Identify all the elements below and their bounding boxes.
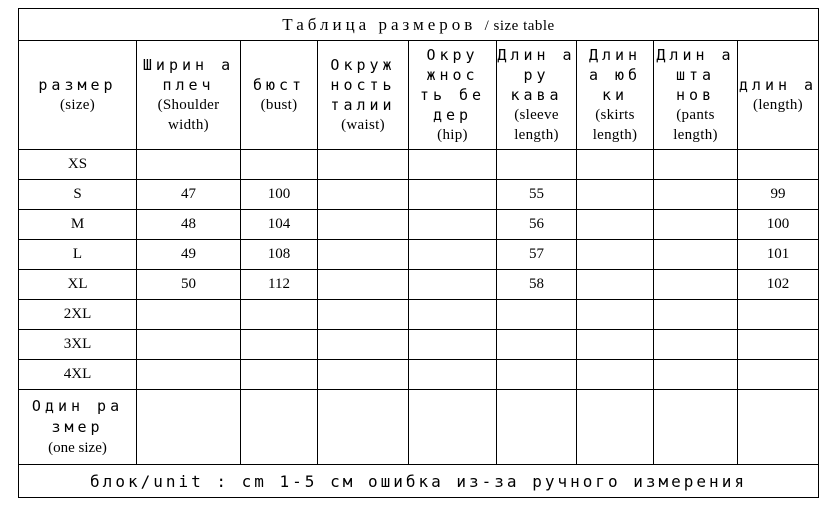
table-cell	[738, 330, 819, 360]
table-cell	[577, 240, 654, 270]
table-cell	[577, 390, 654, 465]
size-label: M	[19, 210, 137, 240]
footer-note: блок/unit : cm 1-5 см ошибка из-за ручного измерения	[19, 465, 819, 498]
table-cell: 100	[241, 180, 318, 210]
one-size-label-ru: Один ра змер	[31, 396, 124, 436]
table-cell: 47	[137, 180, 241, 210]
table-cell	[409, 330, 497, 360]
table-cell: 101	[738, 240, 819, 270]
table-cell	[497, 330, 577, 360]
table-cell: 50	[137, 270, 241, 300]
column-header-en: (waist)	[341, 117, 385, 133]
table-cell	[654, 390, 738, 465]
table-cell	[137, 150, 241, 180]
table-cell	[318, 300, 409, 330]
table-cell	[654, 360, 738, 390]
table-cell	[497, 300, 577, 330]
size-table	[18, 8, 819, 498]
column-header-ru: Ширин а плеч	[142, 56, 235, 94]
size-label: L	[19, 240, 137, 270]
table-cell	[497, 150, 577, 180]
table-cell	[738, 390, 819, 465]
table-cell: 112	[241, 270, 318, 300]
table-cell	[654, 270, 738, 300]
table-row	[19, 300, 819, 330]
table-cell	[738, 150, 819, 180]
column-header-ru: Окру жнос ть бе дер	[419, 46, 486, 124]
table-row	[19, 330, 819, 360]
column-header-en: (skirts length)	[592, 107, 638, 143]
table-cell	[577, 150, 654, 180]
table-cell	[318, 360, 409, 390]
table-cell	[738, 360, 819, 390]
table-cell	[577, 300, 654, 330]
table-cell	[241, 300, 318, 330]
table-title-ru: Таблица размеров	[282, 14, 477, 34]
column-header-6	[577, 41, 654, 150]
table-cell: 49	[137, 240, 241, 270]
column-header-en: (size)	[59, 97, 96, 113]
table-cell: 57	[497, 240, 577, 270]
size-label: 3XL	[19, 330, 137, 360]
table-cell	[577, 330, 654, 360]
column-header-ru: длин а	[738, 76, 818, 94]
table-cell	[241, 390, 318, 465]
one-size-label	[19, 390, 137, 465]
table-cell	[318, 270, 409, 300]
table-cell	[409, 180, 497, 210]
table-cell	[654, 330, 738, 360]
table-cell	[318, 180, 409, 210]
column-header-en: (bust)	[260, 97, 298, 113]
size-label: S	[19, 180, 137, 210]
column-header-en: (pants length)	[673, 107, 718, 143]
size-label: 4XL	[19, 360, 137, 390]
table-cell	[738, 300, 819, 330]
table-cell	[577, 180, 654, 210]
table-cell	[654, 150, 738, 180]
table-cell	[577, 360, 654, 390]
table-cell	[497, 390, 577, 465]
table-cell	[241, 360, 318, 390]
column-header-ru: Длин а юб ки	[588, 46, 642, 104]
table-title-en: / size table	[484, 17, 555, 34]
table-cell	[409, 210, 497, 240]
table-cell	[137, 300, 241, 330]
table-cell	[409, 360, 497, 390]
column-header-ru: бюст	[252, 76, 306, 94]
table-row	[19, 270, 819, 300]
column-header-en: (hip)	[437, 127, 468, 143]
table-cell	[409, 240, 497, 270]
table-cell	[241, 150, 318, 180]
one-size-label-en: (one size)	[48, 439, 107, 456]
table-cell: 102	[738, 270, 819, 300]
size-label: XS	[19, 150, 137, 180]
table-cell	[318, 330, 409, 360]
table-row-one-size	[19, 390, 819, 465]
column-header-5	[497, 41, 577, 150]
table-cell	[137, 360, 241, 390]
table-cell	[654, 240, 738, 270]
table-row	[19, 150, 819, 180]
column-header-en: (length)	[753, 97, 803, 113]
table-cell: 48	[137, 210, 241, 240]
table-cell: 104	[241, 210, 318, 240]
table-cell	[409, 300, 497, 330]
column-header-0	[19, 41, 137, 150]
table-cell	[409, 150, 497, 180]
table-cell: 56	[497, 210, 577, 240]
column-header-1	[137, 41, 241, 150]
table-cell	[241, 330, 318, 360]
table-cell	[318, 390, 409, 465]
table-cell	[654, 300, 738, 330]
column-header-en: (sleeve length)	[514, 107, 559, 143]
column-header-2	[241, 41, 318, 150]
table-cell	[137, 390, 241, 465]
table-cell: 58	[497, 270, 577, 300]
column-header-en: (Shoulder width)	[157, 97, 220, 133]
table-cell: 99	[738, 180, 819, 210]
table-cell	[497, 360, 577, 390]
table-cell	[318, 240, 409, 270]
column-header-3	[318, 41, 409, 150]
table-cell	[318, 210, 409, 240]
table-cell	[654, 210, 738, 240]
table-cell	[577, 270, 654, 300]
table-title	[19, 9, 819, 41]
size-label: 2XL	[19, 300, 137, 330]
table-cell	[577, 210, 654, 240]
header-row	[19, 41, 819, 150]
table-cell: 55	[497, 180, 577, 210]
table-cell	[318, 150, 409, 180]
table-cell	[654, 180, 738, 210]
column-header-ru: Длин а шта нов	[656, 46, 735, 104]
table-cell: 108	[241, 240, 318, 270]
table-cell	[409, 270, 497, 300]
table-cell	[137, 330, 241, 360]
size-label: XL	[19, 270, 137, 300]
table-row	[19, 360, 819, 390]
table-row	[19, 180, 819, 210]
column-header-ru: размер	[38, 76, 117, 94]
table-cell: 100	[738, 210, 819, 240]
table-row	[19, 240, 819, 270]
column-header-7	[654, 41, 738, 150]
column-header-8	[738, 41, 819, 150]
table-cell	[409, 390, 497, 465]
column-header-ru: Длин а ру кава	[497, 46, 576, 104]
column-header-ru: Окруж ность талии	[330, 56, 396, 114]
table-row	[19, 210, 819, 240]
column-header-4	[409, 41, 497, 150]
